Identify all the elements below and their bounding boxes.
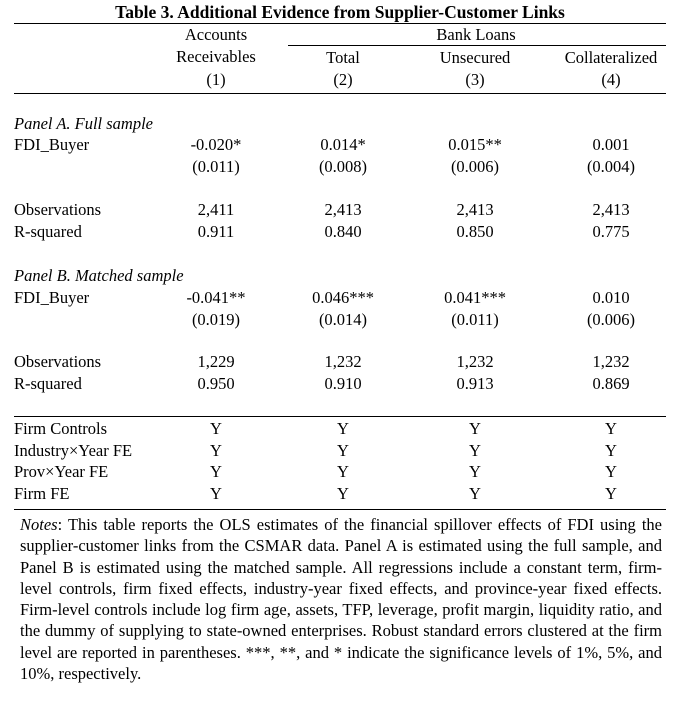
panel-b-coef-2: 0.046*** — [312, 288, 374, 307]
col1-header-number: (1) — [206, 70, 226, 89]
panel-b-title: Panel B. Matched sample — [14, 266, 184, 285]
panel-b-r2-2: 0.910 — [324, 374, 362, 393]
panel-b-coef-3: 0.041*** — [444, 288, 506, 307]
panel-a-r2-label: R-squared — [14, 222, 82, 241]
panel-a-coef-4: 0.001 — [592, 135, 630, 154]
panel-a-r2-1: 0.911 — [197, 222, 235, 241]
panel-b-coef-4: 0.010 — [592, 288, 630, 307]
controls-2-col2: Y — [337, 441, 349, 460]
controls-2-col3: Y — [469, 441, 481, 460]
controls-4-col4: Y — [605, 484, 617, 503]
panel-b-obs-2: 1,232 — [324, 352, 362, 371]
panel-a-coef-1: -0.020* — [190, 135, 242, 154]
controls-4-col2: Y — [337, 484, 349, 503]
panel-a-coef-3: 0.015** — [448, 135, 502, 154]
panel-a-r2-2: 0.840 — [324, 222, 362, 241]
controls-3-col2: Y — [337, 462, 349, 481]
panel-a-obs-label: Observations — [14, 200, 102, 219]
col2-number: (2) — [333, 70, 353, 89]
col2-header: Total — [326, 48, 360, 67]
controls-3-col4: Y — [605, 462, 617, 481]
panel-a-coef-2: 0.014* — [320, 135, 366, 154]
controls-4-col1: Y — [210, 484, 222, 503]
panel-a-obs-2: 2,413 — [324, 200, 362, 219]
panel-b-se-2: (0.014) — [318, 310, 368, 329]
col4-number: (4) — [601, 70, 621, 89]
controls-label-4: Firm FE — [14, 484, 70, 503]
table-notes — [20, 514, 662, 684]
panel-a-obs-3: 2,413 — [456, 200, 494, 219]
panel-a-r2-4: 0.775 — [592, 222, 630, 241]
panel-a-se-2: (0.008) — [318, 157, 368, 176]
controls-rule — [14, 416, 666, 417]
panel-b-se-4: (0.006) — [586, 310, 636, 329]
panel-a-var-label: FDI_Buyer — [14, 135, 90, 154]
panel-b-obs-1: 1,229 — [197, 352, 235, 371]
col1-header-line1: Accounts — [184, 25, 248, 44]
notes-text: : This table reports the OLS estimates of the financial spillover effects of FDI using the supplier-customer links from the CSMAR data. Panel A is estimated using the full sample, and Panel B is estimated using the matched sample. All regressions include a constant term, firm-level controls, firm fixed effects, industry-year fixed effects, and province-year fixed effects. Firm-level controls include log firm age, assets, TFP, leverage, profit margin, liquidity ratio, and the dummy of supplying to state-owned enterprises. Robust standard errors clustered at the firm level are reported in parentheses. ***, **, and * indicate the significance levels of 1%, 5%, and 10%, respectively. — [20, 515, 662, 684]
col4-header: Collateralized — [564, 48, 658, 67]
panel-b-coef-1: -0.041** — [186, 288, 246, 307]
panel-b-r2-label: R-squared — [14, 374, 82, 393]
panel-a-r2-3: 0.850 — [456, 222, 494, 241]
panel-a-se-4: (0.004) — [586, 157, 636, 176]
col1-header-line2: Receivables — [176, 47, 256, 66]
controls-1-col4: Y — [605, 419, 617, 438]
bank-loans-group-header: Bank Loans — [436, 25, 516, 44]
bottom-rule — [14, 509, 666, 510]
top-rule — [14, 23, 666, 24]
col3-header: Unsecured — [439, 48, 511, 67]
notes-label: Notes — [20, 515, 58, 534]
panel-a-title: Panel A. Full sample — [14, 114, 154, 133]
panel-a-se-1: (0.011) — [192, 157, 240, 176]
controls-1-col1: Y — [210, 419, 222, 438]
controls-label-1: Firm Controls — [14, 419, 108, 438]
panel-b-se-3: (0.011) — [451, 310, 499, 329]
panel-b-obs-4: 1,232 — [592, 352, 630, 371]
controls-4-col3: Y — [469, 484, 481, 503]
header-rule — [14, 93, 666, 94]
panel-b-se-1: (0.019) — [191, 310, 241, 329]
panel-a-obs-4: 2,413 — [592, 200, 630, 219]
panel-b-r2-1: 0.950 — [197, 374, 235, 393]
panel-a-obs-1: 2,411 — [197, 200, 235, 219]
panel-b-obs-3: 1,232 — [456, 352, 494, 371]
controls-label-3: Prov×Year FE — [14, 462, 109, 481]
controls-label-2: Industry×Year FE — [14, 441, 133, 460]
group-underline — [288, 45, 666, 46]
controls-2-col4: Y — [605, 441, 617, 460]
table-title: Table 3. Additional Evidence from Supplier-Customer Links — [115, 2, 565, 22]
panel-b-r2-3: 0.913 — [456, 374, 494, 393]
panel-b-obs-label: Observations — [14, 352, 102, 371]
panel-b-var-label: FDI_Buyer — [14, 288, 90, 307]
col3-number: (3) — [465, 70, 485, 89]
controls-2-col1: Y — [210, 441, 222, 460]
controls-3-col3: Y — [469, 462, 481, 481]
controls-3-col1: Y — [210, 462, 222, 481]
panel-a-se-3: (0.006) — [450, 157, 500, 176]
controls-1-col2: Y — [337, 419, 349, 438]
panel-b-r2-4: 0.869 — [592, 374, 630, 393]
controls-1-col3: Y — [469, 419, 481, 438]
